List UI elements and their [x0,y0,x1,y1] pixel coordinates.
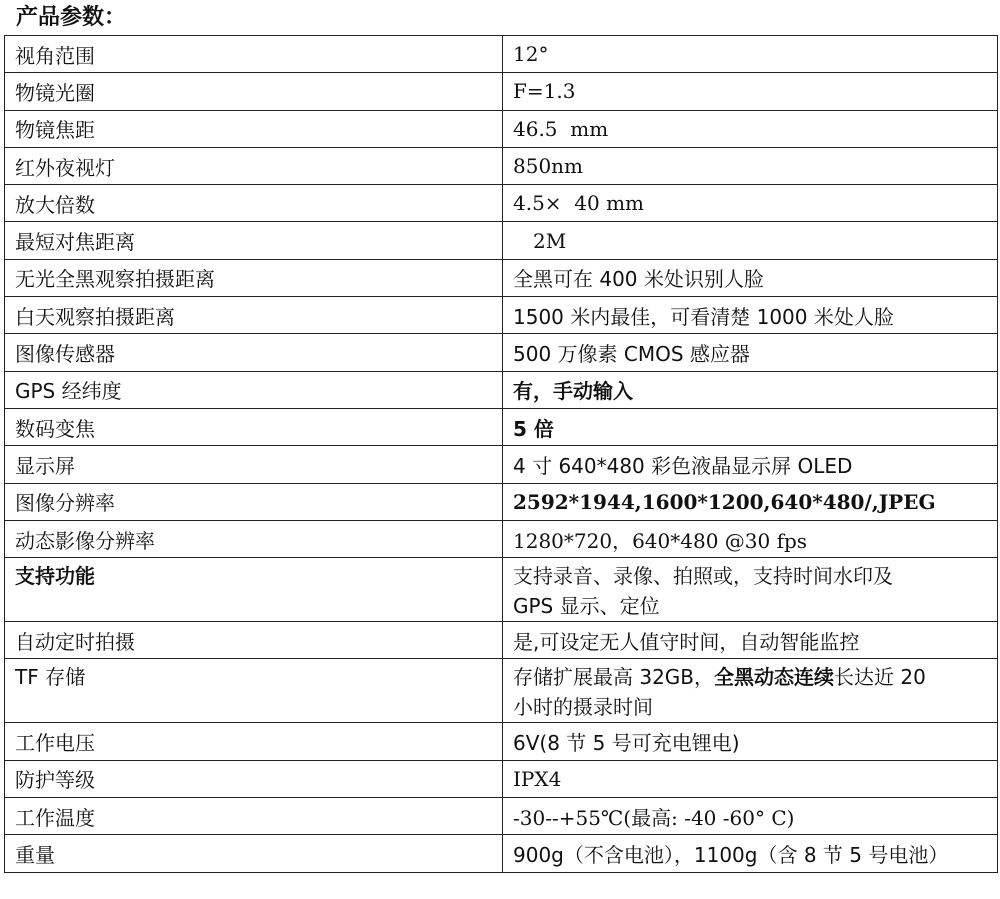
table-row [5,659,998,723]
spec-value: 1280*720，640*480 @30 fps [503,520,998,557]
table-row [5,835,998,872]
table-row [5,185,998,222]
table-row [5,408,998,445]
spec-value-line: 支持录音、录像、拍照或，支持时间水印及 [513,564,893,589]
spec-value-emphasis: 全黑动态连续 [714,665,835,690]
spec-label: TF 存储 [5,659,503,723]
table-row [5,558,998,622]
spec-label: 重量 [5,835,503,872]
spec-label: 红外夜视灯 [5,147,503,184]
spec-value: 5 倍 [503,408,998,445]
table-row [5,760,998,797]
spec-label: 放大倍数 [5,185,503,222]
spec-value: 12° [503,36,998,73]
spec-value-line: 小时的摄录时间 [513,695,653,720]
spec-value [503,659,998,723]
spec-value-text: 存储扩展最高 32GB， [513,665,715,690]
table-row [5,798,998,835]
spec-value: 是,可设定无人值守时间，自动智能监控 [503,622,998,659]
table-row [5,73,998,110]
spec-value-line [513,662,987,692]
spec-value-text: 长达近 20 [834,665,926,690]
spec-value: 2M [503,222,998,259]
spec-value: IPX4 [503,760,998,797]
spec-value: 全黑可在 400 米处识别人脸 [503,259,998,296]
spec-label: 工作电压 [5,723,503,760]
spec-value: 有，手动输入 [503,371,998,408]
table-row [5,110,998,147]
spec-label: GPS 经纬度 [5,371,503,408]
spec-label: 最短对焦距离 [5,222,503,259]
table-row [5,147,998,184]
spec-value: 500 万像素 CMOS 感应器 [503,334,998,371]
spec-value: 4 寸 640*480 彩色液晶显示屏 OLED [503,446,998,483]
table-row [5,622,998,659]
spec-label: 动态影像分辨率 [5,520,503,557]
spec-value: 1500 米内最佳，可看清楚 1000 米处人脸 [503,297,998,334]
spec-table [4,35,998,873]
spec-value: 46.5 mm [503,110,998,147]
spec-value: -30--+55℃(最高: -40 -60° C) [503,798,998,835]
spec-label: 支持功能 [5,558,503,622]
spec-label: 自动定时拍摄 [5,622,503,659]
spec-label: 图像分辨率 [5,483,503,520]
table-row [5,371,998,408]
spec-value: 2592*1944,1600*1200,640*480/,JPEG [503,483,998,520]
table-row [5,334,998,371]
table-row [5,446,998,483]
spec-label: 防护等级 [5,760,503,797]
page-title: 产品参数： [16,5,127,30]
spec-label: 物镜焦距 [5,110,503,147]
spec-label: 显示屏 [5,446,503,483]
spec-label: 无光全黑观察拍摄距离 [5,259,503,296]
spec-label: 图像传感器 [5,334,503,371]
spec-label: 工作温度 [5,798,503,835]
spec-value [503,558,998,622]
table-row [5,483,998,520]
table-row [5,259,998,296]
spec-value: 4.5× 40 mm [503,185,998,222]
spec-value: 900g（不含电池），1100g（含 8 节 5 号电池） [503,835,998,872]
spec-value: F=1.3 [503,73,998,110]
spec-label: 数码变焦 [5,408,503,445]
table-row [5,297,998,334]
spec-label: 物镜光圈 [5,73,503,110]
spec-label: 白天观察拍摄距离 [5,297,503,334]
table-row [5,36,998,73]
table-row [5,520,998,557]
spec-label: 视角范围 [5,36,503,73]
spec-value: 850nm [503,147,998,184]
spec-value: 6V(8 节 5 号可充电锂电) [503,723,998,760]
table-row [5,222,998,259]
table-row [5,723,998,760]
spec-value-line: GPS 显示、定位 [513,594,660,619]
